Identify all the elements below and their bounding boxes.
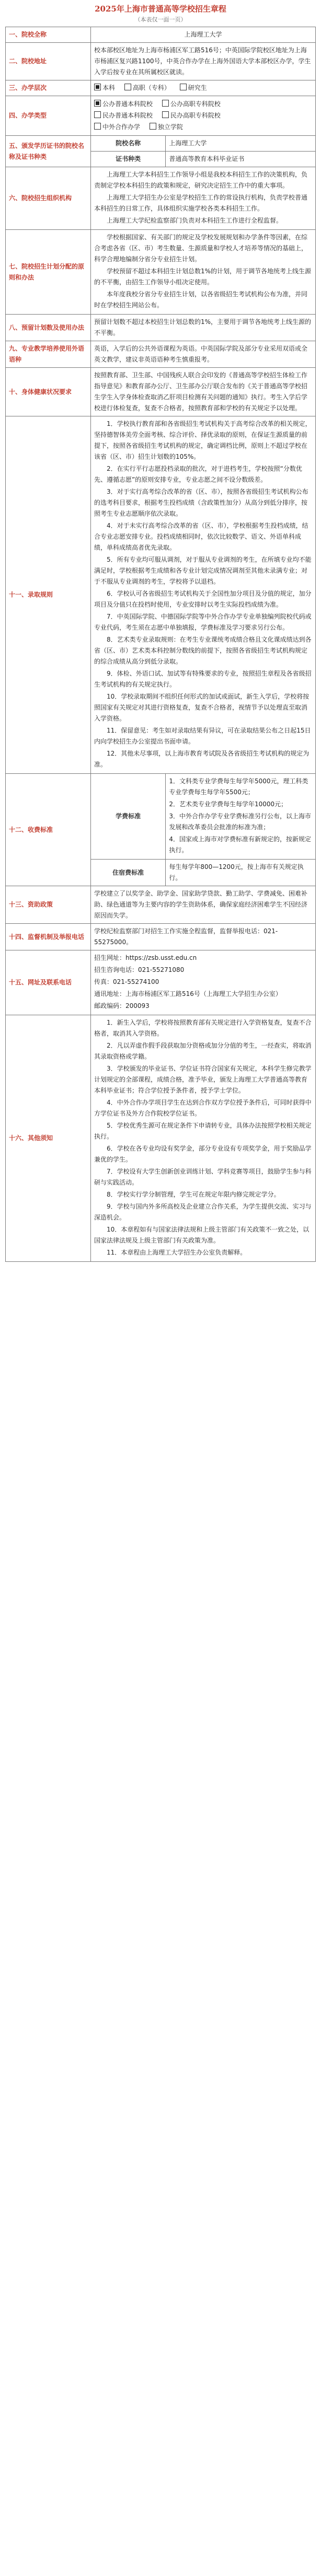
section-label: 八、预留计划数及使用办法 bbox=[6, 315, 91, 341]
tuition-text bbox=[166, 774, 316, 860]
section-label: 二、院校地址 bbox=[6, 43, 91, 80]
section-label: 十、身体健康状况要求 bbox=[6, 368, 91, 416]
paragraph: 10．本章程如有与国家法律法规和上级主管部门有关政策不一致之处，以国家法律法规及上级主管部门有关政策为准。 bbox=[94, 1226, 309, 1244]
section-label: 十六、其他须知 bbox=[6, 1015, 91, 1262]
option-item bbox=[94, 122, 140, 133]
paragraph: 9．体检、外语口试、加试等有特殊要求的专业，按照招生章程及各省级招生考试机构的有关规定执行。 bbox=[94, 670, 312, 688]
option-item bbox=[94, 99, 153, 110]
section-label: 七、院校招生计划分配的原则和办法 bbox=[6, 230, 91, 315]
option-item bbox=[162, 99, 221, 110]
paragraph: 招生网址：https://zsb.usst.edu.cn bbox=[94, 954, 197, 961]
paragraph: 传真：021-55274100 bbox=[94, 978, 159, 985]
certificate-type-label: 证书种类 bbox=[91, 152, 166, 167]
paragraph: 5．学校优秀生源可在规定条件下申请转专业，具体办法按照学校相关规定执行。 bbox=[94, 1122, 312, 1140]
row-school-address bbox=[6, 43, 316, 80]
option-item bbox=[162, 110, 221, 121]
paragraph: 上海理工大学招生办公室是学校招生工作的常设执行机构，负责学校普通本科招生的日常工作，具体组织实施学校各类本科招生工作。 bbox=[94, 194, 308, 212]
option-label: 公办高职专科院校 bbox=[170, 100, 221, 108]
option-item bbox=[94, 83, 115, 94]
paragraph: 3．中外合作办学专业学费标准另行公布，以上海市发展和改革委员会批准的标准为准； bbox=[169, 813, 311, 831]
option-label: 高职（专科） bbox=[132, 84, 170, 91]
paragraph: 学校预留不超过本科招生计划总数1%的计划，用于调节各地统考上线生源的不平衡，由招生工作领导小组决定使用。 bbox=[94, 268, 312, 286]
paragraph: 学校根据国家、有关部门的规定及学校发展规划和办学条件等因素，在综合考虑各省（区、市）考生数量、生源质量和学校人才培养等情况的基础上，科学合理地编制分省分专业招生计划。 bbox=[94, 234, 308, 263]
paragraph: 招生咨询电话：021-55271080 bbox=[94, 966, 185, 973]
row-school-type bbox=[6, 96, 316, 136]
paragraph: 11．本章程由上海理工大学招生办公室负责解释。 bbox=[107, 1249, 247, 1256]
paragraph: 7．中英国际学院、中德国际学院等中外合作办学专业单独编列院校代码或专业代码，考生须在志愿中单独填报，学费标准及学习要求另行公布。 bbox=[94, 613, 312, 631]
row-tuition bbox=[6, 774, 316, 860]
paragraph: 上海理工大学纪检监察部门负责对本科招生工作进行全程监督。 bbox=[107, 217, 283, 224]
option-item bbox=[124, 83, 170, 94]
checkbox-icon bbox=[94, 100, 101, 107]
paragraph: 2．艺术类专业学费每生每学年10000元； bbox=[169, 800, 288, 808]
option-label: 中外合作办学 bbox=[102, 123, 141, 131]
row-plan-allocation bbox=[6, 230, 316, 315]
section-label: 三、办学层次 bbox=[6, 80, 91, 96]
section-label: 十三、资助政策 bbox=[6, 886, 91, 924]
row-other-notes bbox=[6, 1015, 316, 1262]
row-certificate-school bbox=[6, 136, 316, 152]
section-label: 九、专业教学培养使用外语语种 bbox=[6, 341, 91, 368]
row-supervision bbox=[6, 924, 316, 950]
charter-table bbox=[5, 27, 316, 1262]
paragraph: 3．学校颁发的毕业证书、学位证书符合国家有关规定，本科学生修完教学计划规定的全部课程，成绩合格，准予毕业，颁发上海理工大学普通高等教育本科毕业证书；符合学位授予条件者，授予学士学位。 bbox=[94, 1065, 312, 1094]
school-name-label: 院校名称 bbox=[91, 136, 166, 152]
paragraph: 2．凡以弄虚作假手段获取加分资格或加分分值的考生，一经查实，将取消其录取资格或学籍。 bbox=[94, 1042, 312, 1060]
paragraph: 4．对于未实行高考综合改革的省（区、市），学校根据考生投档成绩，结合专业志愿安排专业。投档成绩相同时，依次比较数学、语文、外语单科成绩，单科成绩高者优先录取。 bbox=[94, 522, 308, 551]
document-subtitle: （本表仅一面一页） bbox=[134, 16, 187, 23]
section-label: 五、颁发学历证书的院校名称及证书种类 bbox=[6, 136, 91, 167]
paragraph: 1．文科类专业学费每生每学年5000元，理工科类专业学费每生每学年5500元； bbox=[169, 778, 308, 796]
paragraph: 邮政编码：200093 bbox=[94, 1002, 150, 1009]
checkbox-icon bbox=[124, 84, 131, 90]
contact-text bbox=[91, 950, 316, 1015]
section-label: 十四、监督机制及举报电话 bbox=[6, 924, 91, 950]
row-foreign-language bbox=[6, 341, 316, 368]
lodging-label: 住宿费标准 bbox=[91, 860, 166, 886]
paragraph: 7．学校设有大学生创新创业训练计划、学科竞赛等项目，鼓励学生参与科研与实践活动。 bbox=[94, 1168, 312, 1186]
paragraph: 3．对于实行高考综合改革的省（区、市），按照各省级招生考试机构公布的选考科目要求，根据考生投档成绩（含政策性加分）从高分到低分排序，按照考生专业志愿顺序依次录取。 bbox=[94, 488, 308, 517]
row-reserved-plan bbox=[6, 315, 316, 341]
checkbox-icon bbox=[94, 84, 101, 90]
row-education-level bbox=[6, 80, 316, 96]
paragraph: 2．在实行平行志愿投档录取的批次，对于进档考生，学校按照“分数优先、遵循志愿”的原则安排专业，专业志愿之间不设分数级差。 bbox=[94, 465, 302, 483]
lodging-text: 每生每学年800—1200元，按上海市有关规定执行。 bbox=[166, 860, 316, 886]
foreign-language-text: 英语，入学后的公共外语课程为英语。中英国际学院及部分专业采用双语或全英文教学，建议非英语语种考生慎重报考。 bbox=[91, 341, 316, 368]
section-label: 六、院校招生组织机构 bbox=[6, 167, 91, 230]
option-label: 民办普通本科院校 bbox=[102, 112, 153, 119]
certificate-school-value: 上海理工大学 bbox=[166, 136, 316, 152]
option-label: 民办高职专科院校 bbox=[170, 112, 221, 119]
checkbox-icon bbox=[150, 123, 156, 130]
paragraph: 6．学校认可各省级招生考试机构关于全国性加分项目及分值的规定，加分项目及分值只在投档时使用，专业安排时以考生实际投档成绩为准。 bbox=[94, 590, 312, 608]
plan-allocation-text bbox=[91, 230, 316, 315]
row-financial-aid bbox=[6, 886, 316, 924]
paragraph: 上海理工大学本科招生工作领导小组是我校本科招生工作的决策机构，负责制定学校本科招生的政策和规定，研究决定招生工作中的重大事项。 bbox=[94, 171, 308, 189]
section-label: 四、办学类型 bbox=[6, 96, 91, 136]
document-title: 2025年上海市普通高等学校招生章程 bbox=[95, 4, 226, 14]
paragraph: 通讯地址：上海市杨浦区军工路516号（上海理工大学招生办公室） bbox=[94, 990, 282, 997]
school-type-options bbox=[91, 96, 316, 136]
section-label: 一、院校全称 bbox=[6, 27, 91, 43]
option-label: 本科 bbox=[102, 84, 116, 91]
admission-office-text bbox=[91, 167, 316, 230]
financial-aid-text: 学校建立了以奖学金、助学金、国家助学贷款、勤工助学、学费减免、困难补助、绿色通道等为主要内容的学生资助体系，确保家庭经济困难学生不因经济原因而失学。 bbox=[91, 886, 316, 924]
option-item bbox=[180, 83, 207, 94]
row-contact bbox=[6, 950, 316, 1015]
paragraph: 5．所有专业均可服从调剂，对于服从专业调剂的考生，在所填专业均不能满足时，学校根据考生成绩和各专业计划完成情况调剂至其他未录满专业；对于不服从专业调剂的考生，学校将予以退档。 bbox=[94, 556, 312, 585]
paragraph: 6．学校在各专业均设有奖学金，部分专业设有专项奖学金，用于奖励品学兼优的学生。 bbox=[94, 1145, 312, 1163]
option-item bbox=[150, 122, 183, 133]
paragraph: 8．学校实行学分制管理，学生可在规定年限内修完规定学分。 bbox=[107, 1191, 280, 1198]
row-school-name bbox=[6, 27, 316, 43]
health-requirements-text: 按照教育部、卫生部、中国残疾人联合会印发的《普通高等学校招生体检工作指导意见》和教育部办公厅、卫生部办公厅联合发布的《关于普通高等学校招生学生入学身体检查取消乙肝项目检测有关问题的通知》执行。考生入学后学校进行体检复查，复查不合格者，按照教育部和学校的有关规定予以处理。 bbox=[91, 368, 316, 416]
other-notes-text bbox=[91, 1015, 316, 1262]
paragraph: 10．学校录取期间不组织任何形式的加试或面试，新生入学后，学校将按照国家有关规定对其进行资格复查，复查不合格者，视情节予以处理直至取消入学资格。 bbox=[94, 693, 309, 722]
tuition-label: 学费标准 bbox=[91, 774, 166, 860]
option-label: 公办普通本科院校 bbox=[102, 100, 153, 108]
paragraph: 8．艺术类专业录取规则：在考生专业课统考成绩合格且文化课成绩达到各省（区、市）艺术类本科控制分数线的前提下，按照各省级招生考试机构规定的综合成绩从高分到低分录取。 bbox=[94, 636, 312, 665]
paragraph: 4．中外合作办学项目学生在达到合作双方学位授予条件后，可同时获得中方学位证书及外方合作院校学位证书。 bbox=[94, 1099, 312, 1117]
checkbox-icon bbox=[162, 100, 169, 107]
checkbox-icon bbox=[162, 111, 169, 118]
paragraph: 4．国家或上海市对学费标准有新规定的，按新规定执行。 bbox=[169, 836, 311, 854]
paragraph: 12．其他未尽事项，以上海市教育考试院及各省级招生考试机构的规定为准。 bbox=[94, 750, 309, 768]
paragraph: 本年度我校分省分专业招生计划，以各省级招生考试机构公布为准，并同时在学校招生网站公布。 bbox=[94, 291, 308, 309]
row-health-requirements bbox=[6, 368, 316, 416]
reserved-plan-text: 预留计划数不超过本校招生计划总数的1%，主要用于调节各地统考上线生源的不平衡。 bbox=[91, 315, 316, 341]
school-name-value: 上海理工大学 bbox=[91, 27, 316, 43]
supervision-text: 学校纪检监察部门对招生工作实施全程监督，监督举报电话：021-55275000。 bbox=[91, 924, 316, 950]
row-admission-rules bbox=[6, 416, 316, 774]
paragraph: 11．保留意见：考生如对录取结果有异议，可在录取结果公布之日起15日内向学校招生办公室提出书面申请。 bbox=[94, 727, 311, 745]
option-item bbox=[94, 110, 153, 121]
checkbox-icon bbox=[94, 111, 101, 118]
admission-rules-text bbox=[91, 416, 316, 774]
option-label: 研究生 bbox=[188, 84, 207, 91]
paragraph: 9．学校与国内外多所高校及企业建立合作关系，为学生提供交流、实习与深造机会。 bbox=[94, 1203, 312, 1221]
section-label: 十二、收费标准 bbox=[6, 774, 91, 886]
row-admission-office bbox=[6, 167, 316, 230]
section-label: 十五、网址及联系电话 bbox=[6, 950, 91, 1015]
certificate-type-value: 普通高等教育本科毕业证书 bbox=[166, 152, 316, 167]
school-address-value: 校本部校区地址为上海市杨浦区军工路516号；中英国际学院校区地址为上海市杨浦区复兴路1100号，中英合作办学在上海外国语大学本部校区办学，学生入学后按专业在其所属校区就读。 bbox=[91, 43, 316, 80]
section-label: 十一、录取规则 bbox=[6, 416, 91, 774]
paragraph: 1．学校执行教育部和各省级招生考试机构关于高考综合改革的相关规定，坚持德智体美劳全面考核、综合评价、择优录取的原则，在保证生源质量的前提下，按照各省级招生考试机构的规定，确定调档比例，原则上不超过学校在该省（区、市）招生计划数的105%。 bbox=[94, 420, 312, 460]
option-label: 独立学院 bbox=[157, 123, 183, 131]
checkbox-icon bbox=[180, 84, 187, 90]
paragraph: 1．新生入学后，学校将按照教育部有关规定进行入学资格复查，复查不合格者，取消其入学资格。 bbox=[94, 1019, 312, 1037]
education-level-options bbox=[91, 80, 316, 96]
checkbox-icon bbox=[94, 123, 101, 130]
charter-page bbox=[5, 3, 316, 1262]
